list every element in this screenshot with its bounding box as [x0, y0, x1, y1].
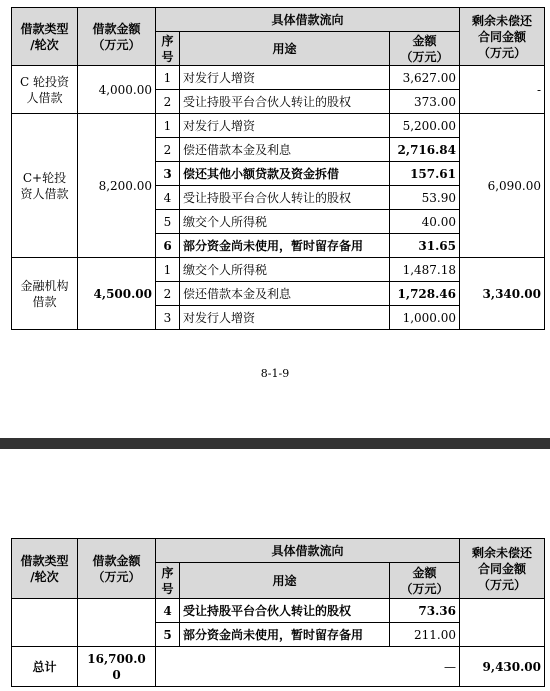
remaining-cell: 3,340.00	[460, 258, 545, 330]
purpose-cell: 缴交个人所得税	[180, 210, 390, 234]
loan-amount-cell: 8,200.00	[78, 114, 156, 258]
header-seq: 序 号	[156, 563, 180, 599]
loan-type-cell: 金融机构 借款	[12, 258, 78, 330]
seq-cell: 1	[156, 66, 180, 90]
purpose-cell: 偿还借款本金及利息	[180, 138, 390, 162]
flow-amount-cell: 211.00	[390, 623, 460, 647]
page-divider	[0, 438, 550, 449]
purpose-cell: 偿还其他小额贷款及资金拆借	[180, 162, 390, 186]
flow-amount-cell: 2,716.84	[390, 138, 460, 162]
header-loan-type: 借款类型 /轮次	[12, 539, 78, 599]
seq-cell: 3	[156, 306, 180, 330]
header-flow-amount: 金额 （万元）	[390, 32, 460, 66]
loan-type-cell: C+轮投 资人借款	[12, 114, 78, 258]
seq-cell: 5	[156, 623, 180, 647]
remaining-cell	[460, 599, 545, 647]
total-amount: 16,700.0 0	[78, 647, 156, 687]
purpose-cell: 受让持股平台合伙人转让的股权	[180, 90, 390, 114]
purpose-cell: 受让持股平台合伙人转让的股权	[180, 186, 390, 210]
flow-amount-cell: 73.36	[390, 599, 460, 623]
flow-amount-cell: 157.61	[390, 162, 460, 186]
loan-flow-table-page2	[11, 538, 545, 687]
flow-amount-cell: 373.00	[390, 90, 460, 114]
seq-cell: 2	[156, 282, 180, 306]
purpose-cell: 对发行人增资	[180, 306, 390, 330]
seq-cell: 4	[156, 599, 180, 623]
header-loan-flow: 具体借款流向	[156, 8, 460, 32]
flow-amount-cell: 53.90	[390, 186, 460, 210]
header-remaining: 剩余未偿还 合同金额 （万元）	[460, 8, 545, 66]
remaining-cell: 6,090.00	[460, 114, 545, 258]
header-purpose: 用途	[180, 32, 390, 66]
total-flow-amount: —	[156, 647, 460, 687]
seq-cell: 6	[156, 234, 180, 258]
header-flow-amount: 金额 （万元）	[390, 563, 460, 599]
purpose-cell: 部分资金尚未使用，暂时留存备用	[180, 623, 390, 647]
header-loan-flow: 具体借款流向	[156, 539, 460, 563]
flow-amount-cell: 1,000.00	[390, 306, 460, 330]
loan-type-cell	[12, 599, 78, 647]
total-remaining: 9,430.00	[460, 647, 545, 687]
seq-cell: 3	[156, 162, 180, 186]
flow-amount-cell: 3,627.00	[390, 66, 460, 90]
purpose-cell: 对发行人增资	[180, 114, 390, 138]
flow-amount-cell: 1,487.18	[390, 258, 460, 282]
seq-cell: 2	[156, 138, 180, 162]
flow-amount-cell: 31.65	[390, 234, 460, 258]
seq-cell: 2	[156, 90, 180, 114]
loan-amount-cell: 4,500.00	[78, 258, 156, 330]
loan-amount-cell	[78, 599, 156, 647]
header-loan-amount: 借款金额 （万元）	[78, 539, 156, 599]
purpose-cell: 受让持股平台合伙人转让的股权	[180, 599, 390, 623]
seq-cell: 5	[156, 210, 180, 234]
header-purpose: 用途	[180, 563, 390, 599]
header-loan-amount: 借款金额 （万元）	[78, 8, 156, 66]
purpose-cell: 缴交个人所得税	[180, 258, 390, 282]
flow-amount-cell: 5,200.00	[390, 114, 460, 138]
seq-cell: 4	[156, 186, 180, 210]
purpose-cell: 偿还借款本金及利息	[180, 282, 390, 306]
header-seq: 序 号	[156, 32, 180, 66]
header-remaining: 剩余未偿还 合同金额 （万元）	[460, 539, 545, 599]
page-number: 8-1-9	[260, 367, 290, 380]
purpose-cell: 对发行人增资	[180, 66, 390, 90]
loan-amount-cell: 4,000.00	[78, 66, 156, 114]
header-loan-type: 借款类型 /轮次	[12, 8, 78, 66]
total-label: 总计	[12, 647, 78, 687]
flow-amount-cell: 1,728.46	[390, 282, 460, 306]
seq-cell: 1	[156, 114, 180, 138]
seq-cell: 1	[156, 258, 180, 282]
loan-flow-table-page1	[11, 7, 545, 330]
loan-type-cell: C 轮投资 人借款	[12, 66, 78, 114]
flow-amount-cell: 40.00	[390, 210, 460, 234]
remaining-cell: -	[460, 66, 545, 114]
purpose-cell: 部分资金尚未使用，暂时留存备用	[180, 234, 390, 258]
